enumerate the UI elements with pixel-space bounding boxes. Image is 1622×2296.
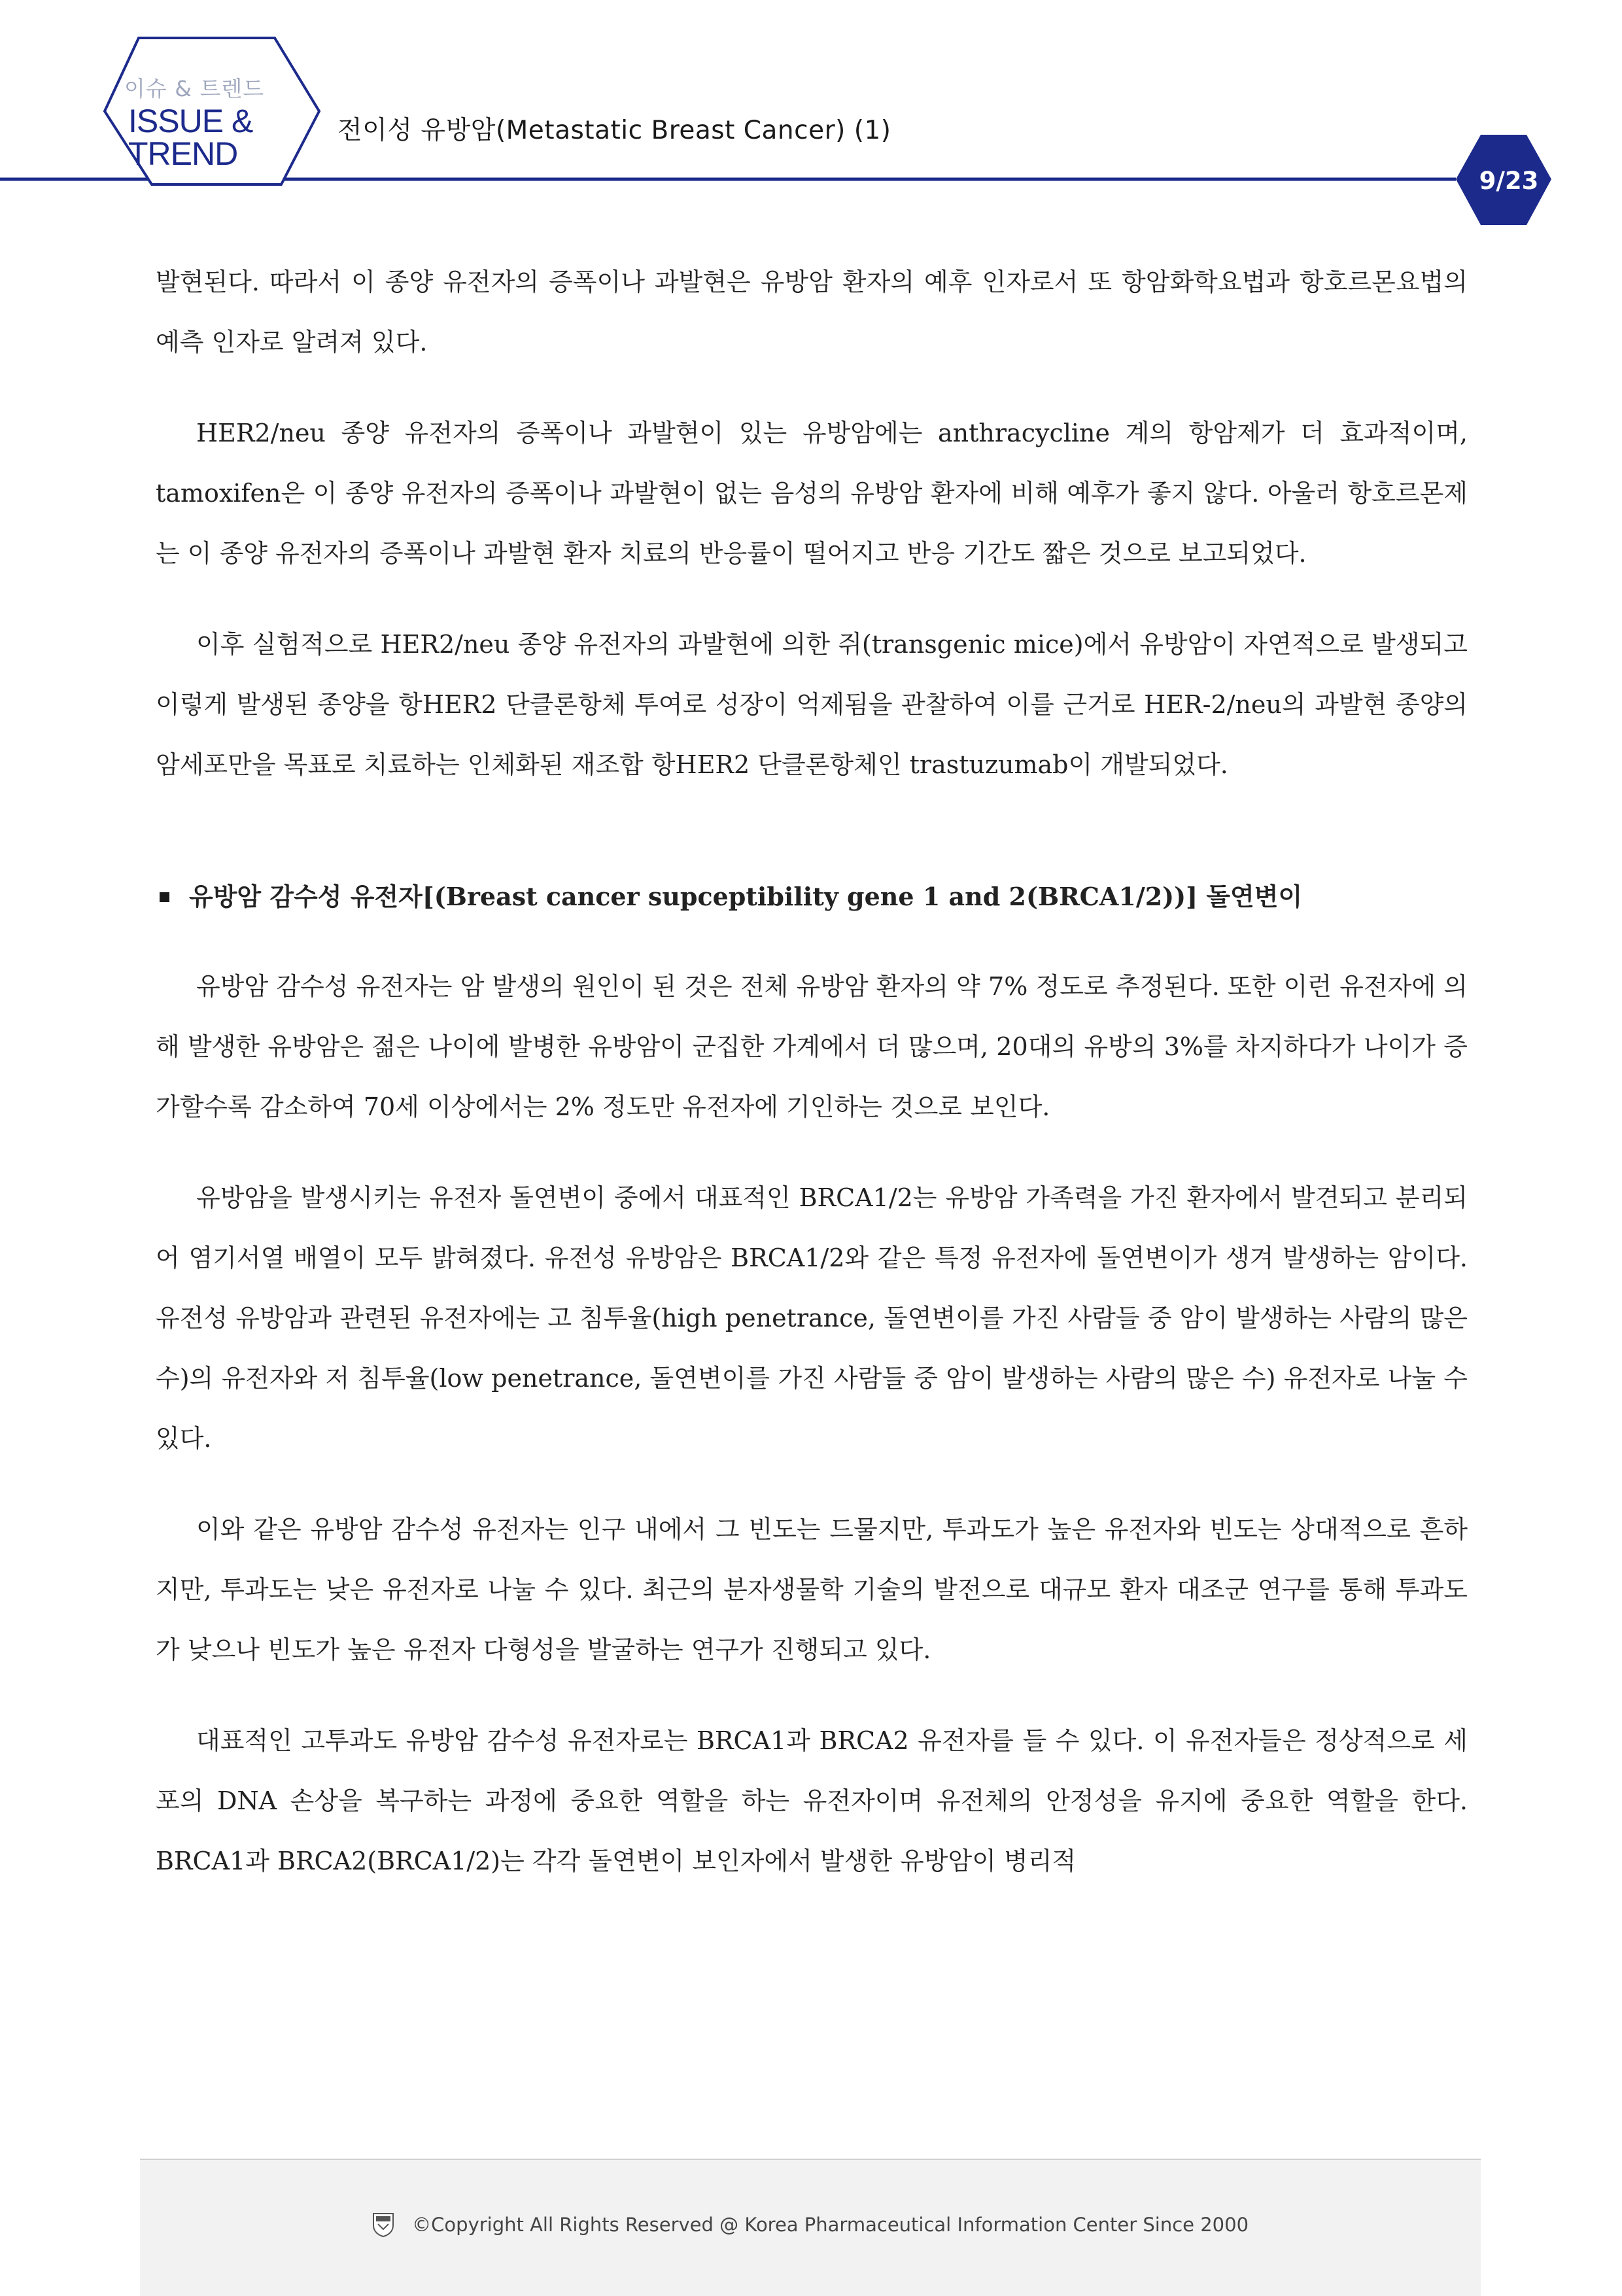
paragraph: 발현된다. 따라서 이 종양 유전자의 증폭이나 과발현은 유방암 환자의 예후 인자로서 또 항암화학요법과 항호르몬요법의 예측 인자로 알려져 있다.: [156, 268, 1468, 357]
paragraph: 이와 같은 유방암 감수성 유전자는 인구 내에서 그 빈도는 드물지만, 투과도가 높은 유전자와 빈도는 상대적으로 흔하지만, 투과도는 낮은 유전자로 나눌 수 있다. 최근의 분자생물학 기술의 발전으로 대규모 환자 대조군 연구를 통해 투과도가 낮으나 빈도가 높은 유전자 다형성을 발굴하는 연구가 진행되고 있다.: [156, 1515, 1468, 1664]
paragraph: HER2/neu 종양 유전자의 증폭이나 과발현이 있는 유방암에는 anthracycline 계의 항암제가 더 효과적이며, tamoxifen은 이 종양 유전자의 증폭이나 과발현이 없는 음성의 유방암 환자에 비해 예후가 좋지 않다. 아울러 항호르몬제는 이 종양 유전자의 증폭이나 과발현 환자 치료의 반응률이 떨어지고 반응 기간도 짧은 것으로 보고되었다.: [156, 419, 1468, 568]
page-number: 9/23: [1479, 167, 1539, 195]
section-heading-text: 유방암 감수성 유전자[(Breast cancer supceptibility gene 1 and 2(BRCA1/2))] 돌연변이: [189, 882, 1303, 911]
paragraph: 유방암을 발생시키는 유전자 돌연변이 중에서 대표적인 BRCA1/2는 유방암 가족력을 가진 환자에서 발견되고 분리되어 염기서열 배열이 모두 밝혀졌다. 유전성 유방암은 BRCA1/2와 같은 특정 유전자에 돌연변이가 생겨 발생하는 암이다. 유전성 유방암과 관련된 유전자에는 고 침투율(high penetrance, 돌연변이를 가진 사람들 중 암이 발생하는 사람의 많은 수)의 유전자와 저 침투율(low penetrance, 돌연변이를 가진 사람들 중 암이 발생하는 사람의 많은 수) 유전자로 나눌 수 있다.: [156, 1183, 1468, 1453]
page-header: [0, 0, 1622, 235]
page-footer: [140, 2159, 1481, 2296]
badge-title-line2: TREND: [128, 135, 238, 172]
badge-title-line1: ISSUE &: [128, 103, 253, 139]
paragraph: 대표적인 고투과도 유방암 감수성 유전자로는 BRCA1과 BRCA2 유전자를 들 수 있다. 이 유전자들은 정상적으로 세포의 DNA 손상을 복구하는 과정에 중요한 역할을 하는 유전자이며 유전체의 안정성을 유지에 중요한 역할을 한다. BRCA1과 BRCA2(BRCA1/2)는 각각 돌연변이 보인자에서 발생한 유방암이 병리적: [156, 1726, 1468, 1875]
paragraph: 유방암 감수성 유전자는 암 발생의 원인이 된 것은 전체 유방암 환자의 약 7% 정도로 추정된다. 또한 이런 유전자에 의해 발생한 유방암은 젊은 나이에 발병한 유방암이 군집한 가계에서 더 많으며, 20대의 유방의 3%를 차지하다가 나이가 증가할수록 감소하여 70세 이상에서는 2% 정도만 유전자에 기인하는 것으로 보인다.: [156, 972, 1468, 1121]
shield-logo-icon: [372, 2212, 394, 2237]
paragraph: 이후 실험적으로 HER2/neu 종양 유전자의 과발현에 의한 쥐(transgenic mice)에서 유방암이 자연적으로 발생되고 이렇게 발생된 종양을 항HER2 단클론항체 투여로 성장이 억제됨을 관찰하여 이를 근거로 HER-2/neu의 과발현 종양의 암세포만을 목표로 치료하는 인체화된 재조합 항HER2 단클론항체인 trastuzumab이 개발되었다.: [156, 630, 1468, 779]
square-bullet-icon: [160, 892, 169, 902]
footer-content: [140, 2212, 1481, 2237]
badge-kicker: 이슈 & 트렌드: [124, 76, 265, 101]
document-body: [156, 252, 1468, 1922]
badge-title: [128, 105, 279, 170]
copyright-text: ©Copyright All Rights Reserved @ Korea Pharmaceutical Information Center Since 2000: [412, 2214, 1249, 2236]
document-title: 전이성 유방암(Metastatic Breast Cancer) (1): [337, 116, 891, 145]
section-heading: [156, 867, 1468, 927]
